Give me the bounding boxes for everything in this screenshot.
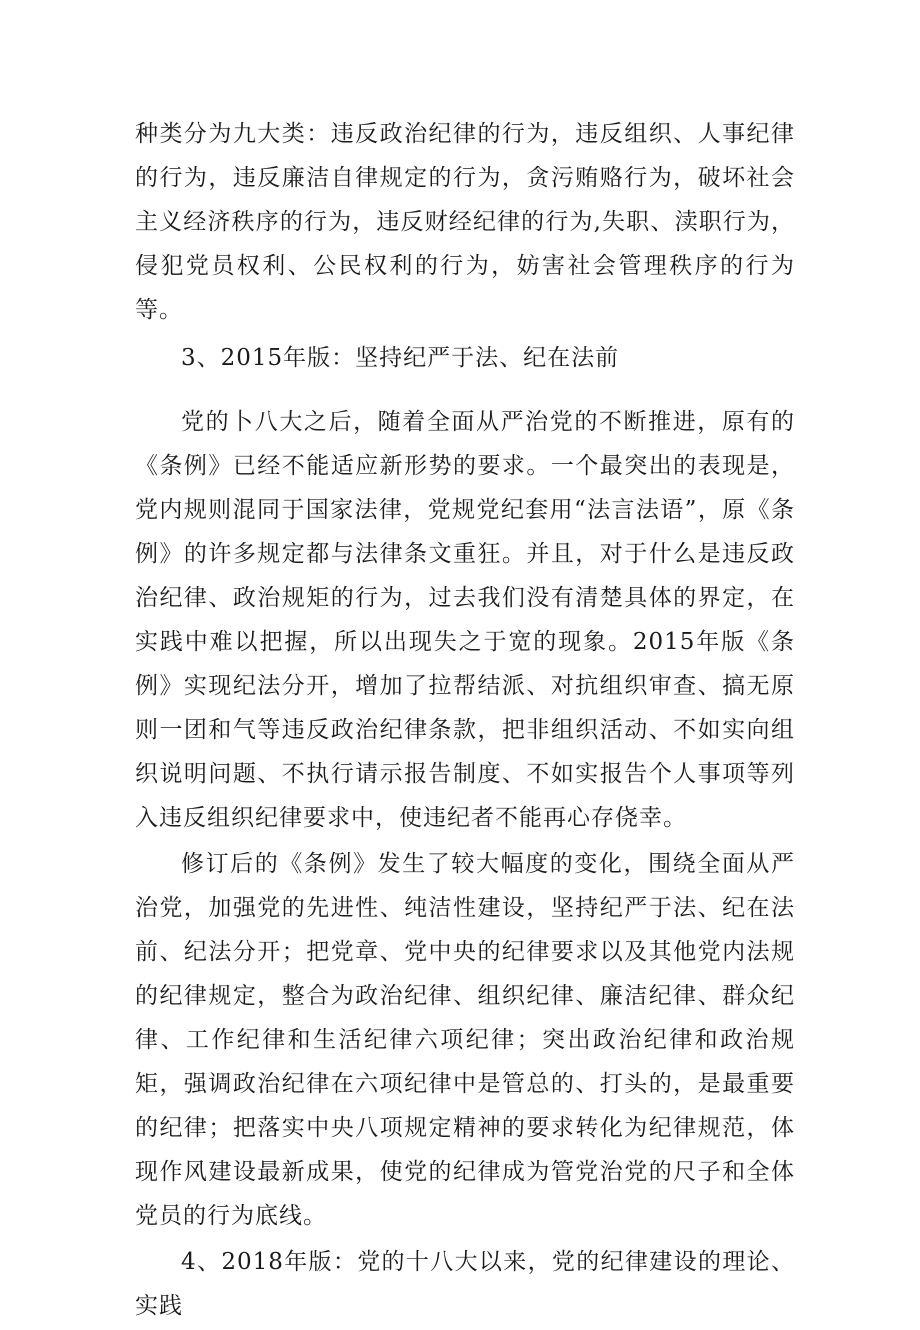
paragraph-2015-background: 党的卜八大之后，随着全面从严治党的不断推进，原有的《条例》已经不能适应新形势的要求。一个最突出的表现是，党内规则混同于国家法律，党规党纪套用“法言法语”，原《条例》的许多规定都与法律条文重狂。并且，对于什么是违反政治纪律、政治规矩的行为，过去我们没有清楚具体的界定，在实践中难以把握，所以出现失之于宽的现象。2015年版《条例》实现纪法分开，增加了拉帮结派、对抗组织审查、搞无原则一团和气等违反政治纪律条款，把非组织活动、不如实向组织说明问题、不执行请示报告制度、不如实报告个人事项等列入违反组织纪律要求中，使违纪者不能再心存侥幸。 [135, 409, 795, 831]
paragraph-continuation: 种类分为九大类：违反政治纪律的行为，违反组织、人事纪律的行为，违反廉洁自律规定的行为，贪污贿赂行为，破坏社会主义经济秩序的行为，违反财经纪律的行为,失职、渎职行为，侵犯党员权利、公民权利的行为，妨害社会管理秩序的行为等。 [135, 121, 795, 323]
document-body [135, 112, 795, 1330]
section-heading-2015: 3、2015年版：坚持纪严于法、纪在法前 [181, 345, 620, 371]
section-heading-2018: 4、2018年版：党的十八大以来，党的纪律建设的理论、实践 [135, 1249, 795, 1319]
paragraph-2015-revision: 修订后的《条例》发生了较大幅度的变化，围绕全面从严治党，加强党的先进性、纯洁性建设，坚持纪严于法、纪在法前、纪法分开；把党章、党中央的纪律要求以及其他党内法规的纪律规定，整合为政治纪律、组织纪律、廉洁纪律、群众纪律、工作纪律和生活纪律六项纪律；突出政治纪律和政治规矩，强调政治纪律在六项纪律中是管总的、打头的，是最重要的纪律；把落实中央八项规定精神的要求转化为纪律规范，体现作风建设最新成果，使党的纪律成为管党治党的尺子和全体党员的行为底线。 [135, 851, 795, 1229]
